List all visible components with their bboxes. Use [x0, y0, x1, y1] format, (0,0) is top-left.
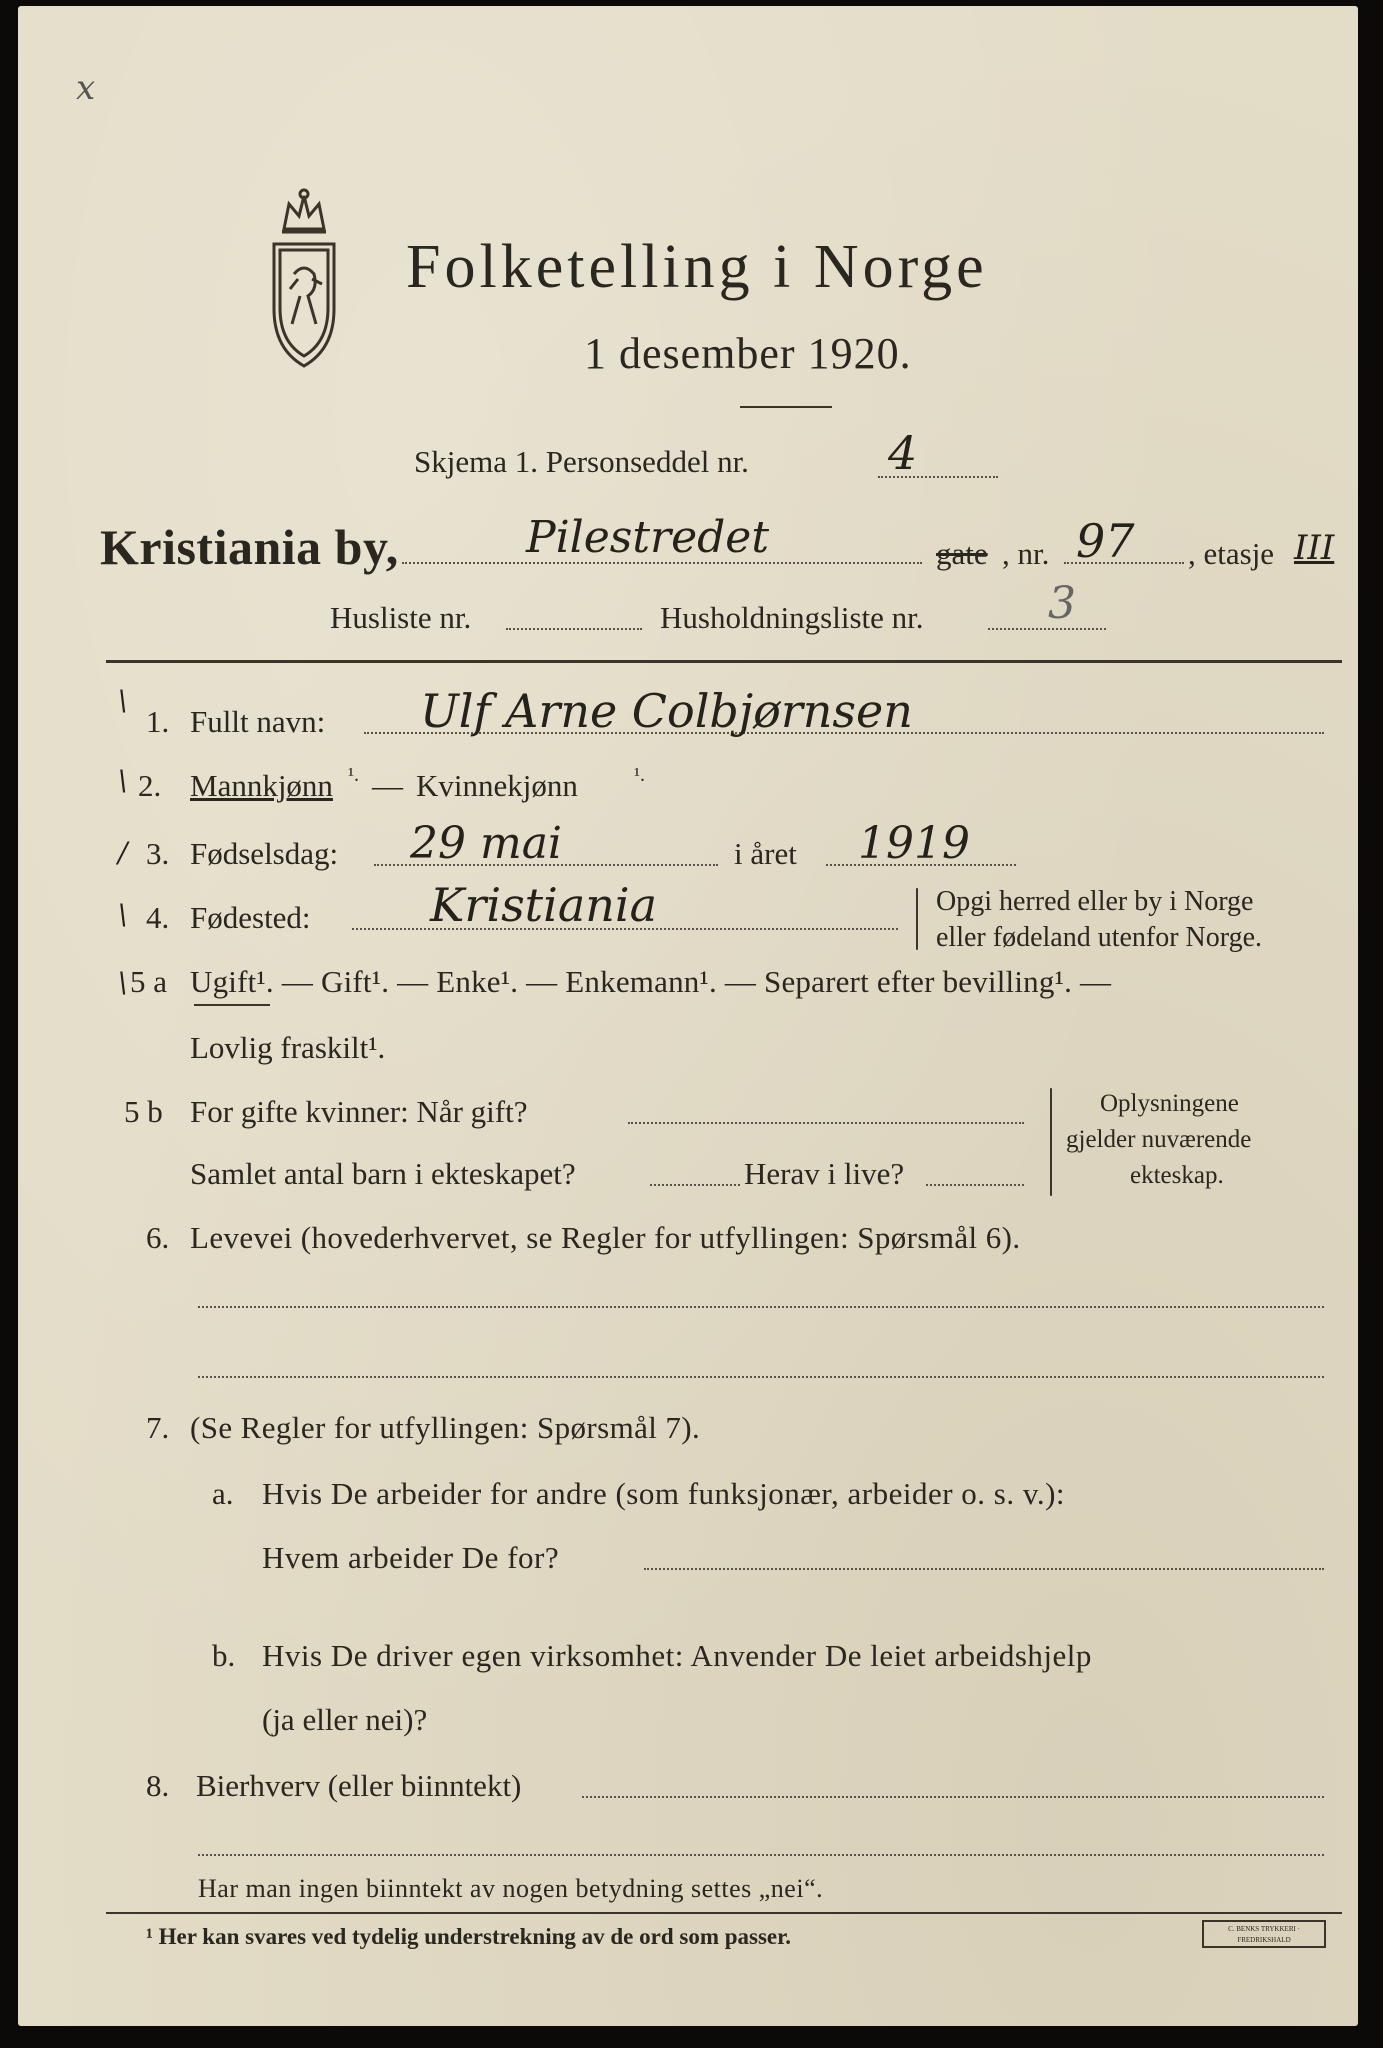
footnote-text: ¹ Her kan svares ved tydelig understrekning av de ord som passer. — [146, 1924, 791, 1949]
q8-line2 — [198, 1854, 1324, 1856]
q7a-answer-line — [644, 1568, 1324, 1570]
margin-tick: \ — [118, 966, 128, 999]
q7a-letter: a. — [212, 1476, 234, 1511]
q5b-alive-label: Herav i live? — [744, 1156, 905, 1191]
q2-footnote-marker-2: ¹. — [634, 764, 645, 786]
q2-separator: — — [372, 768, 403, 803]
q6-line2 — [198, 1376, 1324, 1378]
q5a-number: 5 a — [130, 964, 168, 999]
q1-label: Fullt navn: — [190, 704, 326, 739]
street-value: Pilestredet — [526, 512, 770, 563]
q7b-line2: (ja eller nei)? — [262, 1702, 428, 1737]
q4-label: Fødested: — [190, 900, 311, 935]
q3-year-value: 1919 — [858, 818, 970, 869]
q5a-options-line2: Lovlig fraskilt¹. — [190, 1030, 386, 1065]
title-divider — [740, 406, 832, 408]
q4-note-line1: Opgi herred eller by i Norge — [936, 886, 1254, 917]
q5a-underline-mark — [194, 1004, 270, 1006]
q3-label: Fødselsdag: — [190, 836, 339, 871]
q3-number: 3. — [146, 836, 170, 871]
q4-value: Kristiania — [430, 878, 658, 932]
husliste-line — [506, 628, 642, 630]
header-separator — [106, 660, 1342, 663]
q6-label: Levevei (hovederhvervet, se Regler for utfyllingen: Spørsmål 6). — [190, 1220, 1021, 1255]
q5b-note-line1: Oplysningene — [1100, 1090, 1239, 1117]
husholdning-label: Husholdningsliste nr. — [660, 600, 924, 635]
margin-tick: \ — [118, 898, 128, 931]
q5b-note-line2: gjelder nuværende — [1066, 1126, 1252, 1153]
q5b-children-label: Samlet antal barn i ekteskapet? — [190, 1156, 576, 1191]
q7-number: 7. — [146, 1410, 170, 1445]
form-title: Folketelling i Norge — [406, 233, 988, 301]
q2-female-option: Kvinnekjønn — [416, 768, 578, 803]
q6-line1 — [198, 1306, 1324, 1308]
husholdning-value: 3 — [1048, 578, 1076, 629]
etasje-value: III — [1294, 528, 1335, 568]
corner-mark: x — [76, 68, 96, 108]
q6-number: 6. — [146, 1220, 170, 1255]
q1-value: Ulf Arne Colbjørnsen — [420, 684, 913, 738]
q8-label: Bierhverv (eller biinntekt) — [196, 1768, 522, 1803]
q8-number: 8. — [146, 1768, 170, 1803]
q4-note-line2: eller fødeland utenfor Norge. — [936, 922, 1263, 953]
form-date: 1 desember 1920. — [584, 329, 912, 378]
q8-line1 — [582, 1796, 1324, 1798]
gate-label: gate — [936, 536, 988, 571]
q7b-line1: Hvis De driver egen virksomhet: Anvender De leiet arbeidshjelp — [262, 1638, 1092, 1673]
margin-tick: \ — [118, 684, 128, 717]
nr-value: 97 — [1076, 514, 1135, 568]
etasje-label: , etasje — [1188, 536, 1275, 571]
footnote-separator — [106, 1912, 1342, 1914]
q7a-line1: Hvis De arbeider for andre (som funksjonær, arbeider o. s. v.): — [262, 1476, 1066, 1511]
q5b-line1: For gifte kvinner: Når gift? — [190, 1094, 528, 1129]
q2-footnote-marker: ¹. — [348, 764, 359, 786]
census-form-page — [18, 6, 1358, 2026]
city-label: Kristiania by, — [100, 519, 399, 575]
q4-brace — [916, 888, 918, 950]
q7-label: (Se Regler for utfyllingen: Spørsmål 7). — [190, 1410, 701, 1445]
q7b-letter: b. — [212, 1638, 236, 1673]
q7a-line2: Hvem arbeider De for? — [262, 1540, 560, 1575]
q3-year-label: i året — [734, 836, 797, 871]
q8-note: Har man ingen biinntekt av nogen betydning settes „nei“. — [198, 1874, 824, 1903]
personseddel-number: 4 — [888, 426, 918, 480]
q5b-children-line — [650, 1184, 740, 1186]
husliste-label: Husliste nr. — [330, 600, 472, 635]
q3-date-value: 29 mai — [410, 818, 563, 869]
q1-number: 1. — [146, 704, 170, 739]
q2-male-option: Mannkjønn — [190, 768, 333, 803]
printer-stamp: C. BENKS TRYKKERI · FREDRIKSHALD — [1202, 1920, 1326, 1948]
q5b-note-line3: ekteskap. — [1130, 1162, 1224, 1189]
q5b-alive-line — [926, 1184, 1024, 1186]
coat-of-arms-icon — [254, 184, 354, 379]
margin-tick: / — [118, 836, 128, 869]
q5b-brace — [1050, 1088, 1052, 1196]
husholdning-line — [988, 628, 1106, 630]
q2-number: 2. — [138, 768, 162, 803]
q5b-number: 5 b — [124, 1094, 163, 1129]
q5a-options-line1: Ugift¹. — Gift¹. — Enke¹. — Enkemann¹. — Separert efter bevilling¹. — — [190, 964, 1112, 999]
schema-label: Skjema 1. Personseddel nr. — [414, 444, 749, 479]
q5b-married-line — [628, 1122, 1024, 1124]
q4-number: 4. — [146, 900, 170, 935]
margin-tick: \ — [118, 764, 128, 797]
nr-label: , nr. — [1002, 536, 1050, 571]
personseddel-line — [878, 476, 998, 478]
